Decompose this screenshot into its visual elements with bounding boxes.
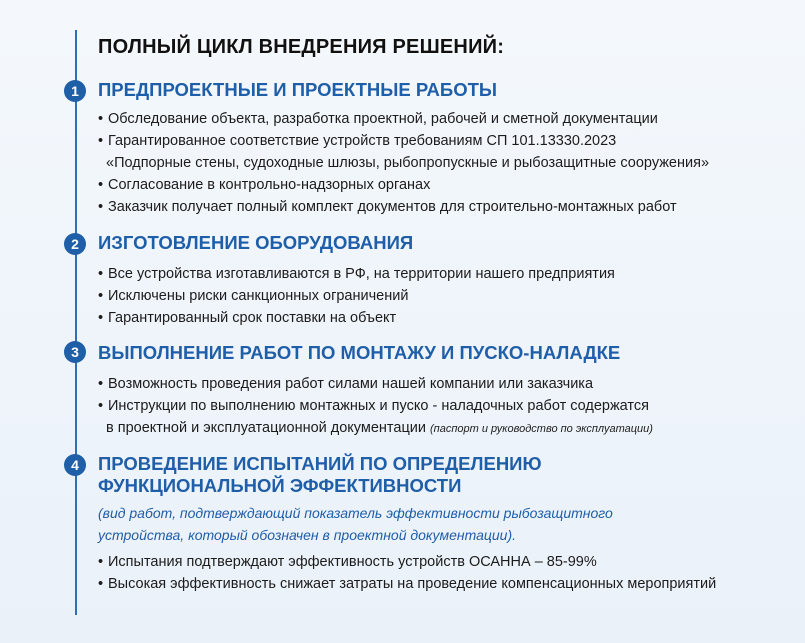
passport-note: (паспорт и руководство по эксплуатации) [430, 423, 653, 435]
list-item: • Испытания подтверждают эффективность устройств ОСАННА – 85-99% [98, 554, 597, 570]
list-item: • Исключены риски санкционных ограничений [98, 288, 409, 304]
list-item-continuation: «Подпорные стены, судоходные шлюзы, рыбопропускные и рыбозащитные сооружения» [106, 155, 710, 171]
step-4-bullets [98, 551, 716, 595]
step-4-title: ПРОВЕДЕНИЕ ИСПЫТАНИЙ ПО ОПРЕДЕЛЕНИЮ ФУНКЦИОНАЛЬНОЙ ЭФФЕКТИВНОСТИ [98, 453, 542, 496]
step-2-badge: 2 [64, 233, 86, 255]
list-item: • Гарантированный срок поставки на объект [98, 310, 397, 326]
step-3-bullets [98, 373, 653, 440]
list-item: • Инструкции по выполнению монтажных и пуско - наладочных работ содержатся в проектной и эксплуатационной документации (паспорт и руководство по эксплуатации) [98, 395, 653, 440]
step-3-badge: 3 [64, 341, 86, 363]
step-2-title: ИЗГОТОВЛЕНИЕ ОБОРУДОВАНИЯ [98, 232, 414, 253]
step-3-title: ВЫПОЛНЕНИЕ РАБОТ ПО МОНТАЖУ И ПУСКО-НАЛАДКЕ [98, 342, 621, 363]
step-1-bullets [98, 108, 709, 218]
page-title: ПОЛНЫЙ ЦИКЛ ВНЕДРЕНИЯ РЕШЕНИЙ: [98, 36, 505, 58]
list-item-continuation: в проектной и эксплуатационной документации (паспорт и руководство по эксплуатации) [106, 420, 653, 436]
list-item: • Обследование объекта, разработка проектной, рабочей и сметной документации [98, 111, 658, 127]
step-4-badge: 4 [64, 454, 86, 476]
step-4-note: (вид работ, подтверждающий показатель эффективности рыбозащитного устройства, который обозначен в проектной документации). [98, 505, 613, 543]
step-1-badge: 1 [64, 80, 86, 102]
list-item: • Гарантированное соответствие устройств требованиям СП 101.13330.2023 «Подпорные стены, судоходные шлюзы, рыбопропускные и рыбозащитные сооружения» [98, 130, 709, 174]
step-1-title: ПРЕДПРОЕКТНЫЕ И ПРОЕКТНЫЕ РАБОТЫ [98, 79, 498, 100]
list-item: • Высокая эффективность снижает затраты на проведение компенсационных мероприятий [98, 576, 717, 592]
step-2-bullets [98, 263, 615, 329]
timeline-line [75, 30, 77, 615]
list-item: • Возможность проведения работ силами нашей компании или заказчика [98, 376, 594, 392]
list-item: • Все устройства изготавливаются в РФ, на территории нашего предприятия [98, 266, 615, 282]
list-item: • Согласование в контрольно-надзорных органах [98, 177, 431, 193]
list-item: • Заказчик получает полный комплект документов для строительно-монтажных работ [98, 199, 677, 215]
